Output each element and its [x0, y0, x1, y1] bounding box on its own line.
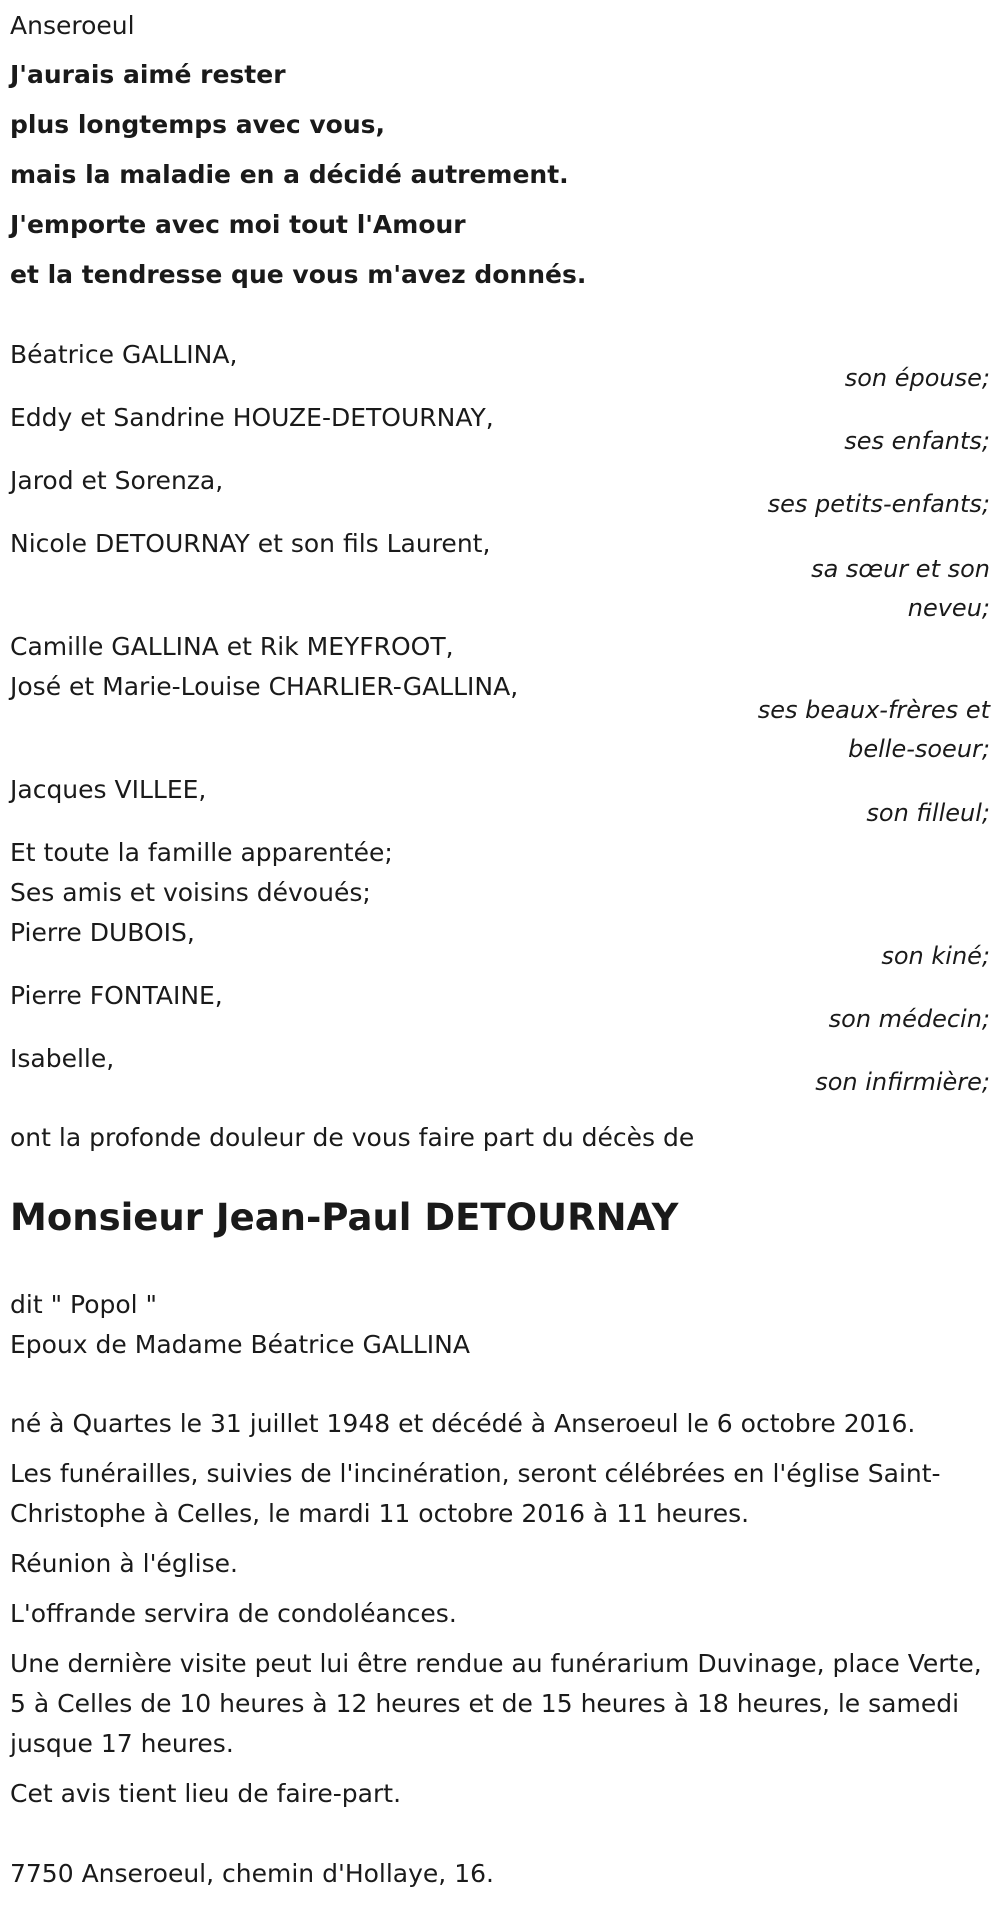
deceased-spouse: Epoux de Madame Béatrice GALLINA — [10, 1330, 470, 1359]
family-member-relation: ses beaux-frères et — [757, 696, 990, 724]
family-member-name: Ses amis et voisins dévoués; — [10, 878, 371, 907]
notice-text: Cet avis tient lieu de faire-part. — [10, 1779, 402, 1808]
poem-line-4: J'emporte avec moi tout l'Amour — [10, 210, 466, 239]
town-heading: Anseroeul — [10, 11, 135, 40]
family-member-name: Béatrice GALLINA, — [10, 340, 238, 369]
family-member-relation: ses petits-enfants; — [767, 490, 990, 518]
family-member-relation: son infirmière; — [815, 1068, 990, 1096]
family-member-relation: son filleul; — [866, 799, 990, 827]
funeral-details: Les funérailles, suivies de l'incinération, seront célébrées en l'église Saint-Christophe à Celles, le mardi 11 octobre 2016 à 11 heures. — [10, 1459, 941, 1528]
poem-line-3: mais la maladie en a décidé autrement. — [10, 160, 569, 189]
deceased-name: Monsieur Jean-Paul DETOURNAY — [10, 1196, 679, 1239]
family-member-name: Et toute la famille apparentée; — [10, 838, 393, 867]
family-member-name: Isabelle, — [10, 1044, 115, 1073]
family-member-relation: son épouse; — [844, 364, 990, 392]
family-member-relation: sa sœur et son — [811, 555, 990, 583]
poem-line-5: et la tendresse que vous m'avez donnés. — [10, 260, 587, 289]
poem-line-1: J'aurais aimé rester — [10, 60, 286, 89]
family-member-name: Pierre FONTAINE, — [10, 981, 223, 1010]
family-member-name: Pierre DUBOIS, — [10, 918, 195, 947]
offering-details: L'offrande servira de condoléances. — [10, 1599, 457, 1628]
poem-line-2: plus longtemps avec vous, — [10, 110, 386, 139]
family-member-name: Camille GALLINA et Rik MEYFROOT, — [10, 632, 454, 661]
deceased-nickname: dit " Popol " — [10, 1290, 158, 1319]
family-member-name: Nicole DETOURNAY et son fils Laurent, — [10, 529, 491, 558]
family-member-name: Jacques VILLEE, — [10, 775, 207, 804]
family-member-relation: belle-soeur; — [848, 735, 990, 763]
family-member-name: José et Marie-Louise CHARLIER-GALLINA, — [10, 672, 519, 701]
family-member-relation: neveu; — [907, 594, 990, 622]
visit-details: Une dernière visite peut lui être rendue au funérarium Duvinage, place Verte, 5 à Celles de 10 heures à 12 heures et de 15 heures à 18 heures, le samedi jusque 17 heures. — [10, 1649, 982, 1758]
announcement-text: ont la profonde douleur de vous faire part du décès de — [10, 1123, 695, 1152]
meeting-details: Réunion à l'église. — [10, 1549, 238, 1578]
family-member-name: Jarod et Sorenza, — [10, 466, 224, 495]
family-member-relation: son médecin; — [828, 1005, 990, 1033]
family-member-relation: ses enfants; — [844, 427, 990, 455]
family-member-name: Eddy et Sandrine HOUZE-DETOURNAY, — [10, 403, 494, 432]
birth-death-details: né à Quartes le 31 juillet 1948 et décédé à Anseroeul le 6 octobre 2016. — [10, 1409, 916, 1438]
address: 7750 Anseroeul, chemin d'Hollaye, 16. — [10, 1859, 494, 1888]
family-member-relation: son kiné; — [881, 942, 990, 970]
